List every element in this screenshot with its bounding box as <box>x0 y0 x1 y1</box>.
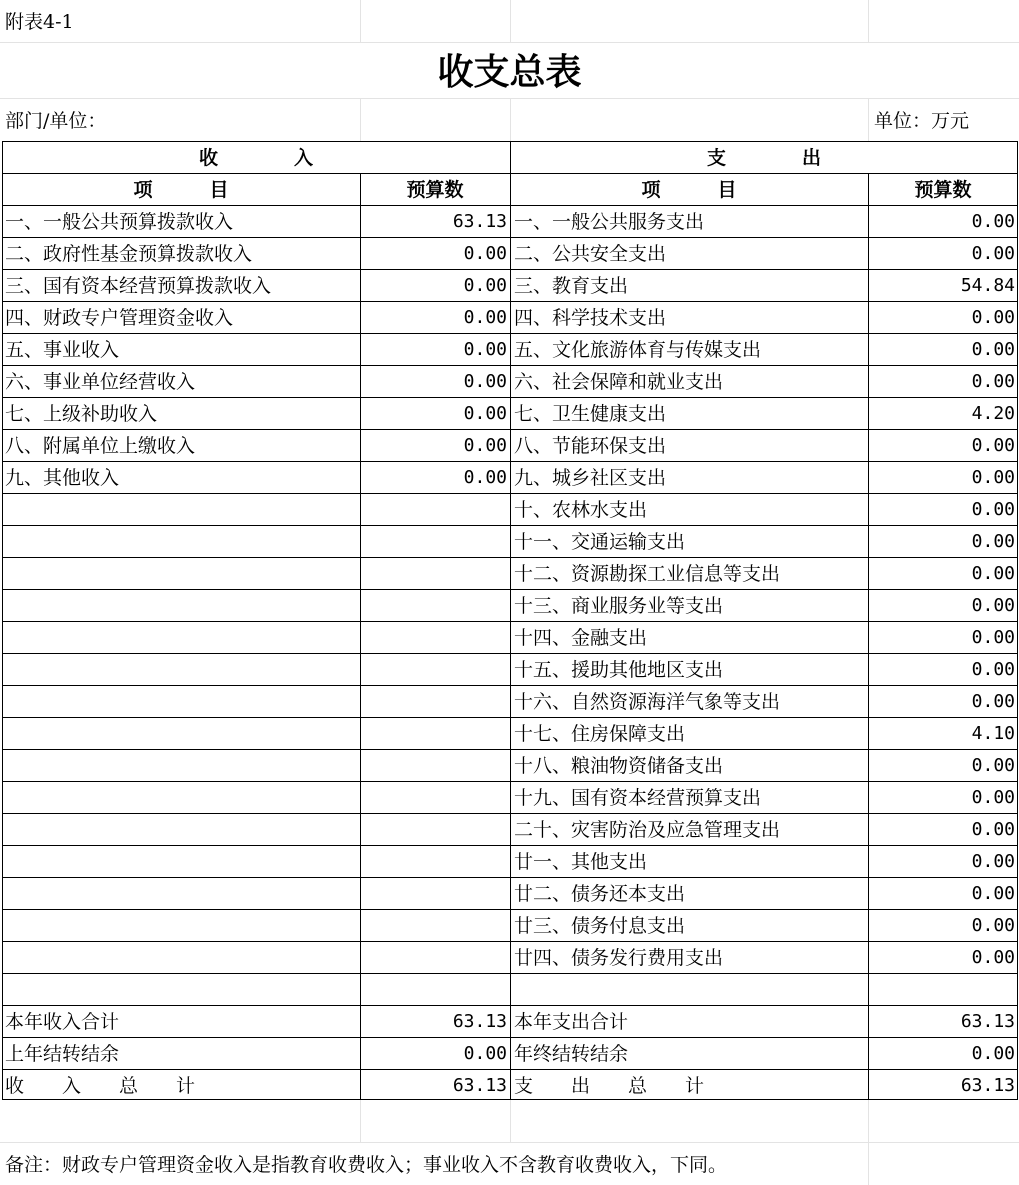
annex-label: 附表4-1 <box>5 11 74 33</box>
expense-value: 0.00 <box>971 1043 1015 1064</box>
income-value: 0.00 <box>463 307 507 328</box>
expense-item: 七、卫生健康支出 <box>514 403 667 425</box>
income-item <box>2 750 360 782</box>
expense-value: 0.00 <box>971 499 1015 520</box>
expense-value: 0.00 <box>971 307 1015 328</box>
expense-item: 八、节能环保支出 <box>514 435 667 457</box>
expense-value: 0.00 <box>971 787 1015 808</box>
expense-item: 年终结转结余 <box>514 1043 629 1065</box>
income-value <box>360 814 510 846</box>
income-value: 63.13 <box>452 1011 507 1032</box>
income-item <box>2 718 360 750</box>
income-value <box>360 526 510 558</box>
income-item: 上年结转结余 <box>5 1043 120 1065</box>
column-divider <box>360 173 361 1100</box>
expense-value: 63.13 <box>960 1075 1015 1096</box>
expense-budget-header: 预算数 <box>914 179 972 201</box>
expense-item: 五、文化旅游体育与传媒支出 <box>514 339 762 361</box>
income-budget-header: 预算数 <box>406 179 464 201</box>
expense-item: 十八、粮油物资储备支出 <box>514 755 724 777</box>
column-divider <box>510 141 511 1100</box>
income-item <box>2 558 360 590</box>
expense-item: 二、公共安全支出 <box>514 243 667 265</box>
expense-value: 0.00 <box>971 819 1015 840</box>
income-value <box>360 718 510 750</box>
income-value: 0.00 <box>463 339 507 360</box>
expense-value: 0.00 <box>971 467 1015 488</box>
income-value <box>360 878 510 910</box>
income-value <box>360 654 510 686</box>
expense-item: 廿一、其他支出 <box>514 851 648 873</box>
expense-value: 0.00 <box>971 659 1015 680</box>
income-item <box>2 910 360 942</box>
expense-value: 0.00 <box>971 691 1015 712</box>
expense-item: 十四、金融支出 <box>514 627 648 649</box>
income-item <box>2 782 360 814</box>
income-value: 0.00 <box>463 275 507 296</box>
expense-value: 0.00 <box>971 339 1015 360</box>
income-item-header: 项 目 <box>133 179 229 201</box>
expense-item: 十三、商业服务业等支出 <box>514 595 724 617</box>
expense-header: 支 出 <box>706 147 821 169</box>
expense-item: 二十、灾害防治及应急管理支出 <box>514 819 781 841</box>
expense-value: 0.00 <box>971 883 1015 904</box>
expense-value: 0.00 <box>971 947 1015 968</box>
expense-item: 十一、交通运输支出 <box>514 531 686 553</box>
income-value <box>360 782 510 814</box>
expense-value: 0.00 <box>971 371 1015 392</box>
expense-item: 廿二、债务还本支出 <box>514 883 686 905</box>
expense-item: 四、科学技术支出 <box>514 307 667 329</box>
expense-value: 0.00 <box>971 531 1015 552</box>
income-value: 63.13 <box>452 211 507 232</box>
expense-value: 0.00 <box>971 435 1015 456</box>
income-item <box>2 526 360 558</box>
income-value <box>360 846 510 878</box>
expense-value: 4.20 <box>971 403 1015 424</box>
expense-value: 0.00 <box>971 851 1015 872</box>
income-value: 0.00 <box>463 467 507 488</box>
expense-value: 0.00 <box>971 915 1015 936</box>
expense-item-header: 项 目 <box>641 179 737 201</box>
expense-item: 廿三、债务付息支出 <box>514 915 686 937</box>
expense-item <box>510 974 868 1006</box>
income-item: 四、财政专户管理资金收入 <box>5 307 234 329</box>
income-value: 0.00 <box>463 1043 507 1064</box>
expense-item: 一、一般公共服务支出 <box>514 211 705 233</box>
income-item: 收 入 总 计 <box>5 1075 196 1097</box>
income-value <box>360 750 510 782</box>
expense-value: 0.00 <box>971 595 1015 616</box>
expense-item: 六、社会保障和就业支出 <box>514 371 724 393</box>
page-title: 收支总表 <box>437 51 582 93</box>
income-value: 0.00 <box>463 435 507 456</box>
footnote: 备注：财政专户管理资金收入是指教育收费收入；事业收入不含教育收费收入，下同。 <box>5 1154 728 1176</box>
expense-value: 0.00 <box>971 627 1015 648</box>
income-item <box>2 974 360 1006</box>
income-value <box>360 974 510 1006</box>
income-item <box>2 814 360 846</box>
expense-value: 0.00 <box>971 563 1015 584</box>
income-item <box>2 494 360 526</box>
income-value <box>360 622 510 654</box>
expense-value: 54.84 <box>960 275 1015 296</box>
expense-item: 十七、住房保障支出 <box>514 723 686 745</box>
income-item <box>2 878 360 910</box>
income-item: 九、其他收入 <box>5 467 120 489</box>
expense-value: 0.00 <box>971 211 1015 232</box>
income-item: 二、政府性基金预算拨款收入 <box>5 243 253 265</box>
expense-item: 十、农林水支出 <box>514 499 648 521</box>
income-value <box>360 942 510 974</box>
income-header: 收 入 <box>198 147 313 169</box>
income-value: 0.00 <box>463 371 507 392</box>
income-value: 63.13 <box>452 1075 507 1096</box>
expense-item: 十五、援助其他地区支出 <box>514 659 724 681</box>
income-item: 三、国有资本经营预算拨款收入 <box>5 275 272 297</box>
expense-item: 十六、自然资源海洋气象等支出 <box>514 691 781 713</box>
dept-label: 部门/单位： <box>5 110 107 132</box>
expense-value: 0.00 <box>971 243 1015 264</box>
income-value: 0.00 <box>463 403 507 424</box>
expense-item: 十二、资源勘探工业信息等支出 <box>514 563 781 585</box>
income-item <box>2 622 360 654</box>
income-item <box>2 590 360 622</box>
expense-item: 廿四、债务发行费用支出 <box>514 947 724 969</box>
expense-value: 63.13 <box>960 1011 1015 1032</box>
income-value <box>360 590 510 622</box>
income-item <box>2 942 360 974</box>
expense-item: 三、教育支出 <box>514 275 629 297</box>
expense-value: 4.10 <box>971 723 1015 744</box>
expense-item: 九、城乡社区支出 <box>514 467 667 489</box>
expense-item: 支 出 总 计 <box>514 1075 705 1097</box>
income-item: 一、一般公共预算拨款收入 <box>5 211 234 233</box>
income-item: 八、附属单位上缴收入 <box>5 435 196 457</box>
expense-value <box>868 974 1018 1006</box>
income-item: 本年收入合计 <box>5 1011 120 1033</box>
unit-label: 单位：万元 <box>874 110 970 132</box>
income-item: 六、事业单位经营收入 <box>5 371 196 393</box>
income-item: 五、事业收入 <box>5 339 120 361</box>
column-divider <box>868 173 869 1100</box>
expense-item: 十九、国有资本经营预算支出 <box>514 787 762 809</box>
income-value <box>360 558 510 590</box>
income-item <box>2 654 360 686</box>
income-value <box>360 910 510 942</box>
income-item <box>2 686 360 718</box>
income-item: 七、上级补助收入 <box>5 403 158 425</box>
income-value <box>360 686 510 718</box>
expense-value: 0.00 <box>971 755 1015 776</box>
expense-item: 本年支出合计 <box>514 1011 629 1033</box>
income-item <box>2 846 360 878</box>
income-value <box>360 494 510 526</box>
income-value: 0.00 <box>463 243 507 264</box>
